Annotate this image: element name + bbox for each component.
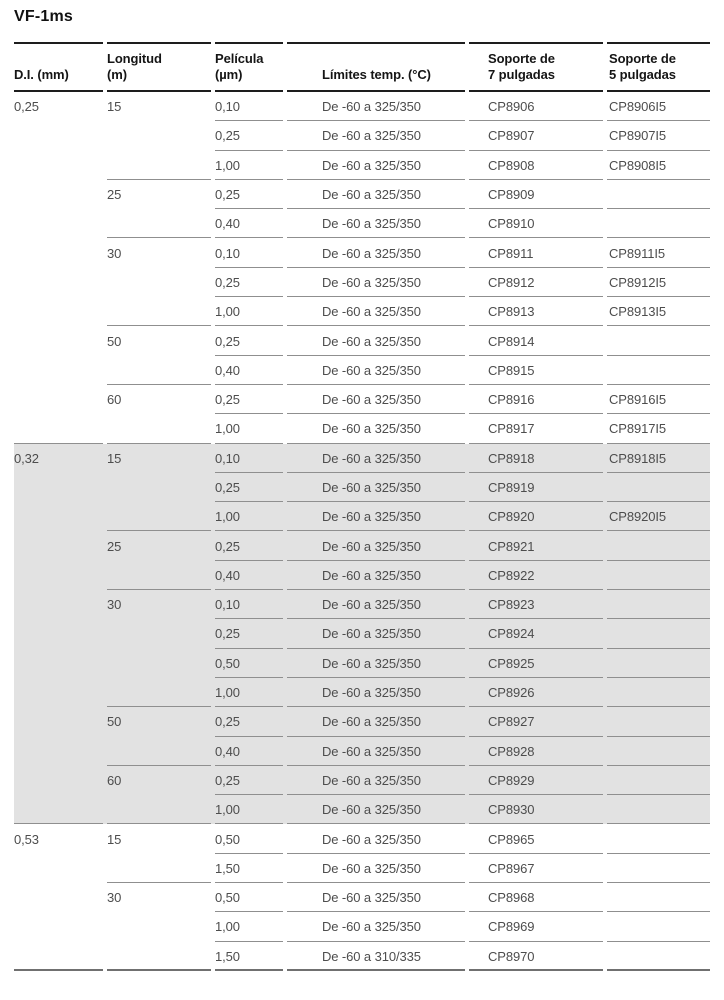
- table-row: [14, 590, 710, 619]
- cell-pelicula: 0,40: [215, 561, 287, 590]
- cell-longitud: [107, 795, 215, 824]
- cell-limites: De -60 a 325/350: [287, 444, 469, 473]
- table-row: [14, 854, 710, 883]
- column-header-soporte-7: Soporte de 7 pulgadas: [469, 42, 607, 92]
- cell-longitud: [107, 356, 215, 385]
- cell-longitud: 30: [107, 590, 215, 619]
- table-row: [14, 678, 710, 707]
- table-row: [14, 151, 710, 180]
- cell-longitud: [107, 121, 215, 150]
- cell-pelicula: 0,25: [215, 268, 287, 297]
- cell-soporte5: CP8913I5: [607, 297, 710, 326]
- cell-limites: De -60 a 325/350: [287, 209, 469, 238]
- cell-di: [14, 590, 107, 619]
- cell-soporte7: CP8969: [469, 912, 607, 941]
- cell-pelicula: 1,00: [215, 297, 287, 326]
- cell-pelicula: 0,40: [215, 356, 287, 385]
- column-header-longitud: Longitud (m): [107, 42, 215, 92]
- table-row: [14, 326, 710, 355]
- cell-longitud: 25: [107, 187, 122, 203]
- cell-limites: De -60 a 325/350: [287, 854, 469, 883]
- cell-soporte7: CP8923: [469, 590, 607, 619]
- cell-soporte7: CP8908: [469, 151, 607, 180]
- table-row: [14, 385, 710, 414]
- cell-pelicula: 1,00: [215, 912, 287, 941]
- table-row: [14, 180, 710, 209]
- cell-longitud: 30: [107, 890, 122, 906]
- cell-pelicula: 0,10: [215, 444, 287, 473]
- cell-di: [14, 531, 107, 560]
- cell-di: 0,32: [14, 444, 107, 473]
- cell-soporte7: CP8967: [469, 854, 607, 883]
- cell-soporte5: CP8912I5: [607, 268, 710, 297]
- cell-limites: De -60 a 325/350: [287, 737, 469, 766]
- product-table: [14, 42, 710, 971]
- cell-longitud: [107, 473, 215, 502]
- cell-di: [14, 502, 107, 531]
- cell-longitud: 15: [107, 831, 122, 847]
- cell-limites: De -60 a 325/350: [287, 590, 469, 619]
- cell-longitud: [107, 414, 215, 443]
- cell-soporte7: CP8907: [469, 121, 607, 150]
- cell-soporte5: [607, 795, 710, 824]
- cell-pelicula: 1,50: [215, 854, 287, 883]
- column-header-soporte-5: Soporte de 5 pulgadas: [607, 42, 710, 92]
- cell-longitud: [107, 678, 215, 707]
- cell-longitud: [107, 561, 215, 590]
- cell-soporte5: [607, 737, 710, 766]
- cell-pelicula: 1,00: [215, 151, 287, 180]
- cell-di: [14, 561, 107, 590]
- cell-limites: De -60 a 310/335: [287, 942, 469, 971]
- cell-soporte5: [607, 942, 710, 971]
- cell-limites: De -60 a 325/350: [287, 824, 469, 853]
- cell-di: [14, 883, 107, 912]
- table-row: [14, 912, 710, 941]
- table-row: [14, 473, 710, 502]
- cell-soporte7: CP8921: [469, 531, 607, 560]
- cell-soporte5: [607, 707, 710, 736]
- cell-di: [14, 473, 107, 502]
- header-row: [14, 42, 710, 92]
- cell-longitud: 50: [107, 333, 122, 349]
- cell-soporte7: CP8920: [469, 502, 607, 531]
- cell-longitud: [107, 619, 215, 648]
- cell-pelicula: 0,10: [215, 92, 287, 121]
- cell-longitud: [107, 912, 215, 941]
- cell-di: [14, 912, 107, 941]
- column-header-di: D.I. (mm): [14, 42, 107, 92]
- cell-soporte7: CP8929: [469, 766, 607, 795]
- cell-pelicula: 0,40: [215, 209, 287, 238]
- cell-soporte5: CP8916I5: [607, 385, 710, 414]
- cell-pelicula: 0,40: [215, 737, 287, 766]
- cell-soporte5: [607, 590, 710, 619]
- cell-soporte5: CP8908I5: [607, 151, 710, 180]
- cell-soporte5: [607, 649, 710, 678]
- cell-soporte7: CP8925: [469, 649, 607, 678]
- cell-limites: De -60 a 325/350: [287, 678, 469, 707]
- cell-soporte7: CP8912: [469, 268, 607, 297]
- cell-soporte5: [607, 824, 710, 853]
- cell-soporte5: [607, 180, 710, 209]
- cell-pelicula: 0,25: [215, 121, 287, 150]
- cell-soporte7: CP8915: [469, 356, 607, 385]
- cell-pelicula: 0,25: [215, 180, 287, 209]
- cell-soporte5: [607, 912, 710, 941]
- cell-soporte7: CP8916: [469, 385, 607, 414]
- cell-soporte7: CP8926: [469, 678, 607, 707]
- cell-pelicula: 0,10: [215, 590, 287, 619]
- cell-pelicula: 0,25: [215, 707, 287, 736]
- table-body: [14, 92, 710, 971]
- cell-di: [14, 795, 107, 824]
- cell-soporte5: [607, 678, 710, 707]
- cell-di: [14, 209, 107, 238]
- cell-soporte7: CP8924: [469, 619, 607, 648]
- table-row: [14, 649, 710, 678]
- cell-pelicula: 0,50: [215, 883, 287, 912]
- cell-soporte5: [607, 209, 710, 238]
- table-row: [14, 356, 710, 385]
- cell-soporte7: CP8922: [469, 561, 607, 590]
- cell-limites: De -60 a 325/350: [287, 92, 469, 121]
- cell-soporte7: CP8914: [469, 326, 607, 355]
- cell-di: [14, 619, 107, 648]
- cell-longitud: [107, 151, 215, 180]
- cell-limites: De -60 a 325/350: [287, 531, 469, 560]
- cell-pelicula: 1,00: [215, 795, 287, 824]
- table-row: [14, 824, 710, 853]
- cell-soporte5: [607, 854, 710, 883]
- cell-limites: De -60 a 325/350: [287, 561, 469, 590]
- cell-soporte7: CP8913: [469, 297, 607, 326]
- cell-limites: De -60 a 325/350: [287, 180, 469, 209]
- cell-di: [14, 121, 107, 150]
- cell-longitud: [107, 737, 215, 766]
- table-row: [14, 268, 710, 297]
- table-row: [14, 883, 710, 912]
- cell-soporte5: [607, 356, 710, 385]
- cell-soporte5: [607, 326, 710, 355]
- cell-longitud: 50: [107, 707, 215, 736]
- cell-limites: De -60 a 325/350: [287, 385, 469, 414]
- cell-longitud: [107, 502, 215, 531]
- cell-soporte7: CP8910: [469, 209, 607, 238]
- cell-longitud: 15: [107, 99, 122, 115]
- cell-di: [14, 356, 107, 385]
- cell-di: [14, 737, 107, 766]
- cell-soporte5: CP8906I5: [607, 92, 710, 121]
- table-row: [14, 92, 710, 121]
- table-row: [14, 502, 710, 531]
- cell-pelicula: 1,00: [215, 678, 287, 707]
- cell-longitud: [107, 268, 215, 297]
- cell-pelicula: 0,10: [215, 238, 287, 267]
- cell-pelicula: 0,25: [215, 531, 287, 560]
- cell-di: [14, 649, 107, 678]
- cell-limites: De -60 a 325/350: [287, 883, 469, 912]
- cell-pelicula: 0,50: [215, 824, 287, 853]
- cell-soporte7: CP8911: [469, 238, 607, 267]
- cell-limites: De -60 a 325/350: [287, 121, 469, 150]
- cell-longitud: [107, 854, 215, 883]
- cell-soporte7: CP8906: [469, 92, 607, 121]
- cell-limites: De -60 a 325/350: [287, 502, 469, 531]
- cell-limites: De -60 a 325/350: [287, 238, 469, 267]
- cell-soporte7: CP8918: [469, 444, 607, 473]
- cell-soporte5: [607, 531, 710, 560]
- cell-di: [14, 268, 107, 297]
- cell-pelicula: 1,50: [215, 942, 287, 971]
- table-row: [14, 531, 710, 560]
- cell-limites: De -60 a 325/350: [287, 912, 469, 941]
- cell-limites: De -60 a 325/350: [287, 414, 469, 443]
- cell-soporte5: CP8911I5: [607, 238, 710, 267]
- table-row: [14, 444, 710, 473]
- column-header-limites-temp: Límites temp. (°C): [287, 42, 469, 92]
- cell-pelicula: 0,25: [215, 619, 287, 648]
- cell-limites: De -60 a 325/350: [287, 297, 469, 326]
- cell-limites: De -60 a 325/350: [287, 795, 469, 824]
- cell-soporte5: [607, 766, 710, 795]
- cell-limites: De -60 a 325/350: [287, 707, 469, 736]
- table-row: [14, 121, 710, 150]
- table-row: [14, 209, 710, 238]
- cell-longitud: 15: [107, 444, 215, 473]
- cell-di: [14, 238, 107, 267]
- cell-limites: De -60 a 325/350: [287, 151, 469, 180]
- table-row: [14, 737, 710, 766]
- cell-di: [14, 297, 107, 326]
- cell-longitud: [107, 209, 215, 238]
- cell-soporte5: [607, 473, 710, 502]
- table-row: [14, 707, 710, 736]
- cell-longitud: [107, 297, 215, 326]
- table-row: [14, 766, 710, 795]
- cell-soporte5: [607, 561, 710, 590]
- cell-pelicula: 0,25: [215, 326, 287, 355]
- cell-soporte5: CP8907I5: [607, 121, 710, 150]
- cell-di: [14, 151, 107, 180]
- cell-soporte5: CP8917I5: [607, 414, 710, 443]
- cell-di: [14, 678, 107, 707]
- cell-di: [14, 854, 107, 883]
- table-row: [14, 414, 710, 443]
- table-row: [14, 238, 710, 267]
- cell-limites: De -60 a 325/350: [287, 473, 469, 502]
- cell-di: [14, 707, 107, 736]
- cell-longitud: 60: [107, 392, 122, 408]
- cell-limites: De -60 a 325/350: [287, 619, 469, 648]
- cell-di: [14, 180, 107, 209]
- cell-soporte5: [607, 619, 710, 648]
- cell-soporte7: CP8968: [469, 883, 607, 912]
- cell-limites: De -60 a 325/350: [287, 268, 469, 297]
- table-row: [14, 297, 710, 326]
- cell-pelicula: 1,00: [215, 414, 287, 443]
- cell-pelicula: 0,25: [215, 766, 287, 795]
- column-header-pelicula: Película (µm): [215, 42, 287, 92]
- table-row: [14, 561, 710, 590]
- cell-soporte7: CP8930: [469, 795, 607, 824]
- cell-soporte7: CP8919: [469, 473, 607, 502]
- cell-pelicula: 0,25: [215, 473, 287, 502]
- cell-pelicula: 1,00: [215, 502, 287, 531]
- cell-soporte7: CP8909: [469, 180, 607, 209]
- cell-soporte7: CP8917: [469, 414, 607, 443]
- cell-longitud: 25: [107, 531, 215, 560]
- cell-di: 0,53: [14, 831, 39, 847]
- cell-soporte7: CP8928: [469, 737, 607, 766]
- cell-pelicula: 0,50: [215, 649, 287, 678]
- cell-limites: De -60 a 325/350: [287, 326, 469, 355]
- cell-soporte5: [607, 883, 710, 912]
- table-header: [14, 42, 710, 92]
- cell-limites: De -60 a 325/350: [287, 766, 469, 795]
- cell-di: [14, 385, 107, 414]
- cell-soporte7: CP8927: [469, 707, 607, 736]
- cell-limites: De -60 a 325/350: [287, 356, 469, 385]
- cell-pelicula: 0,25: [215, 385, 287, 414]
- table-row: [14, 795, 710, 824]
- cell-soporte5: CP8920I5: [607, 502, 710, 531]
- cell-longitud: [107, 649, 215, 678]
- cell-longitud: 60: [107, 766, 215, 795]
- cell-limites: De -60 a 325/350: [287, 649, 469, 678]
- page-title: VF-1ms: [14, 8, 73, 25]
- cell-longitud: [107, 942, 215, 971]
- cell-di: [14, 942, 107, 971]
- cell-soporte7: CP8965: [469, 824, 607, 853]
- table-row: [14, 619, 710, 648]
- table-row: [14, 942, 710, 971]
- cell-di: [14, 414, 107, 443]
- cell-di: 0,25: [14, 99, 39, 115]
- cell-di: [14, 766, 107, 795]
- cell-longitud: 30: [107, 245, 122, 261]
- cell-soporte5: CP8918I5: [607, 444, 710, 473]
- cell-soporte7: CP8970: [469, 942, 607, 971]
- cell-di: [14, 326, 107, 355]
